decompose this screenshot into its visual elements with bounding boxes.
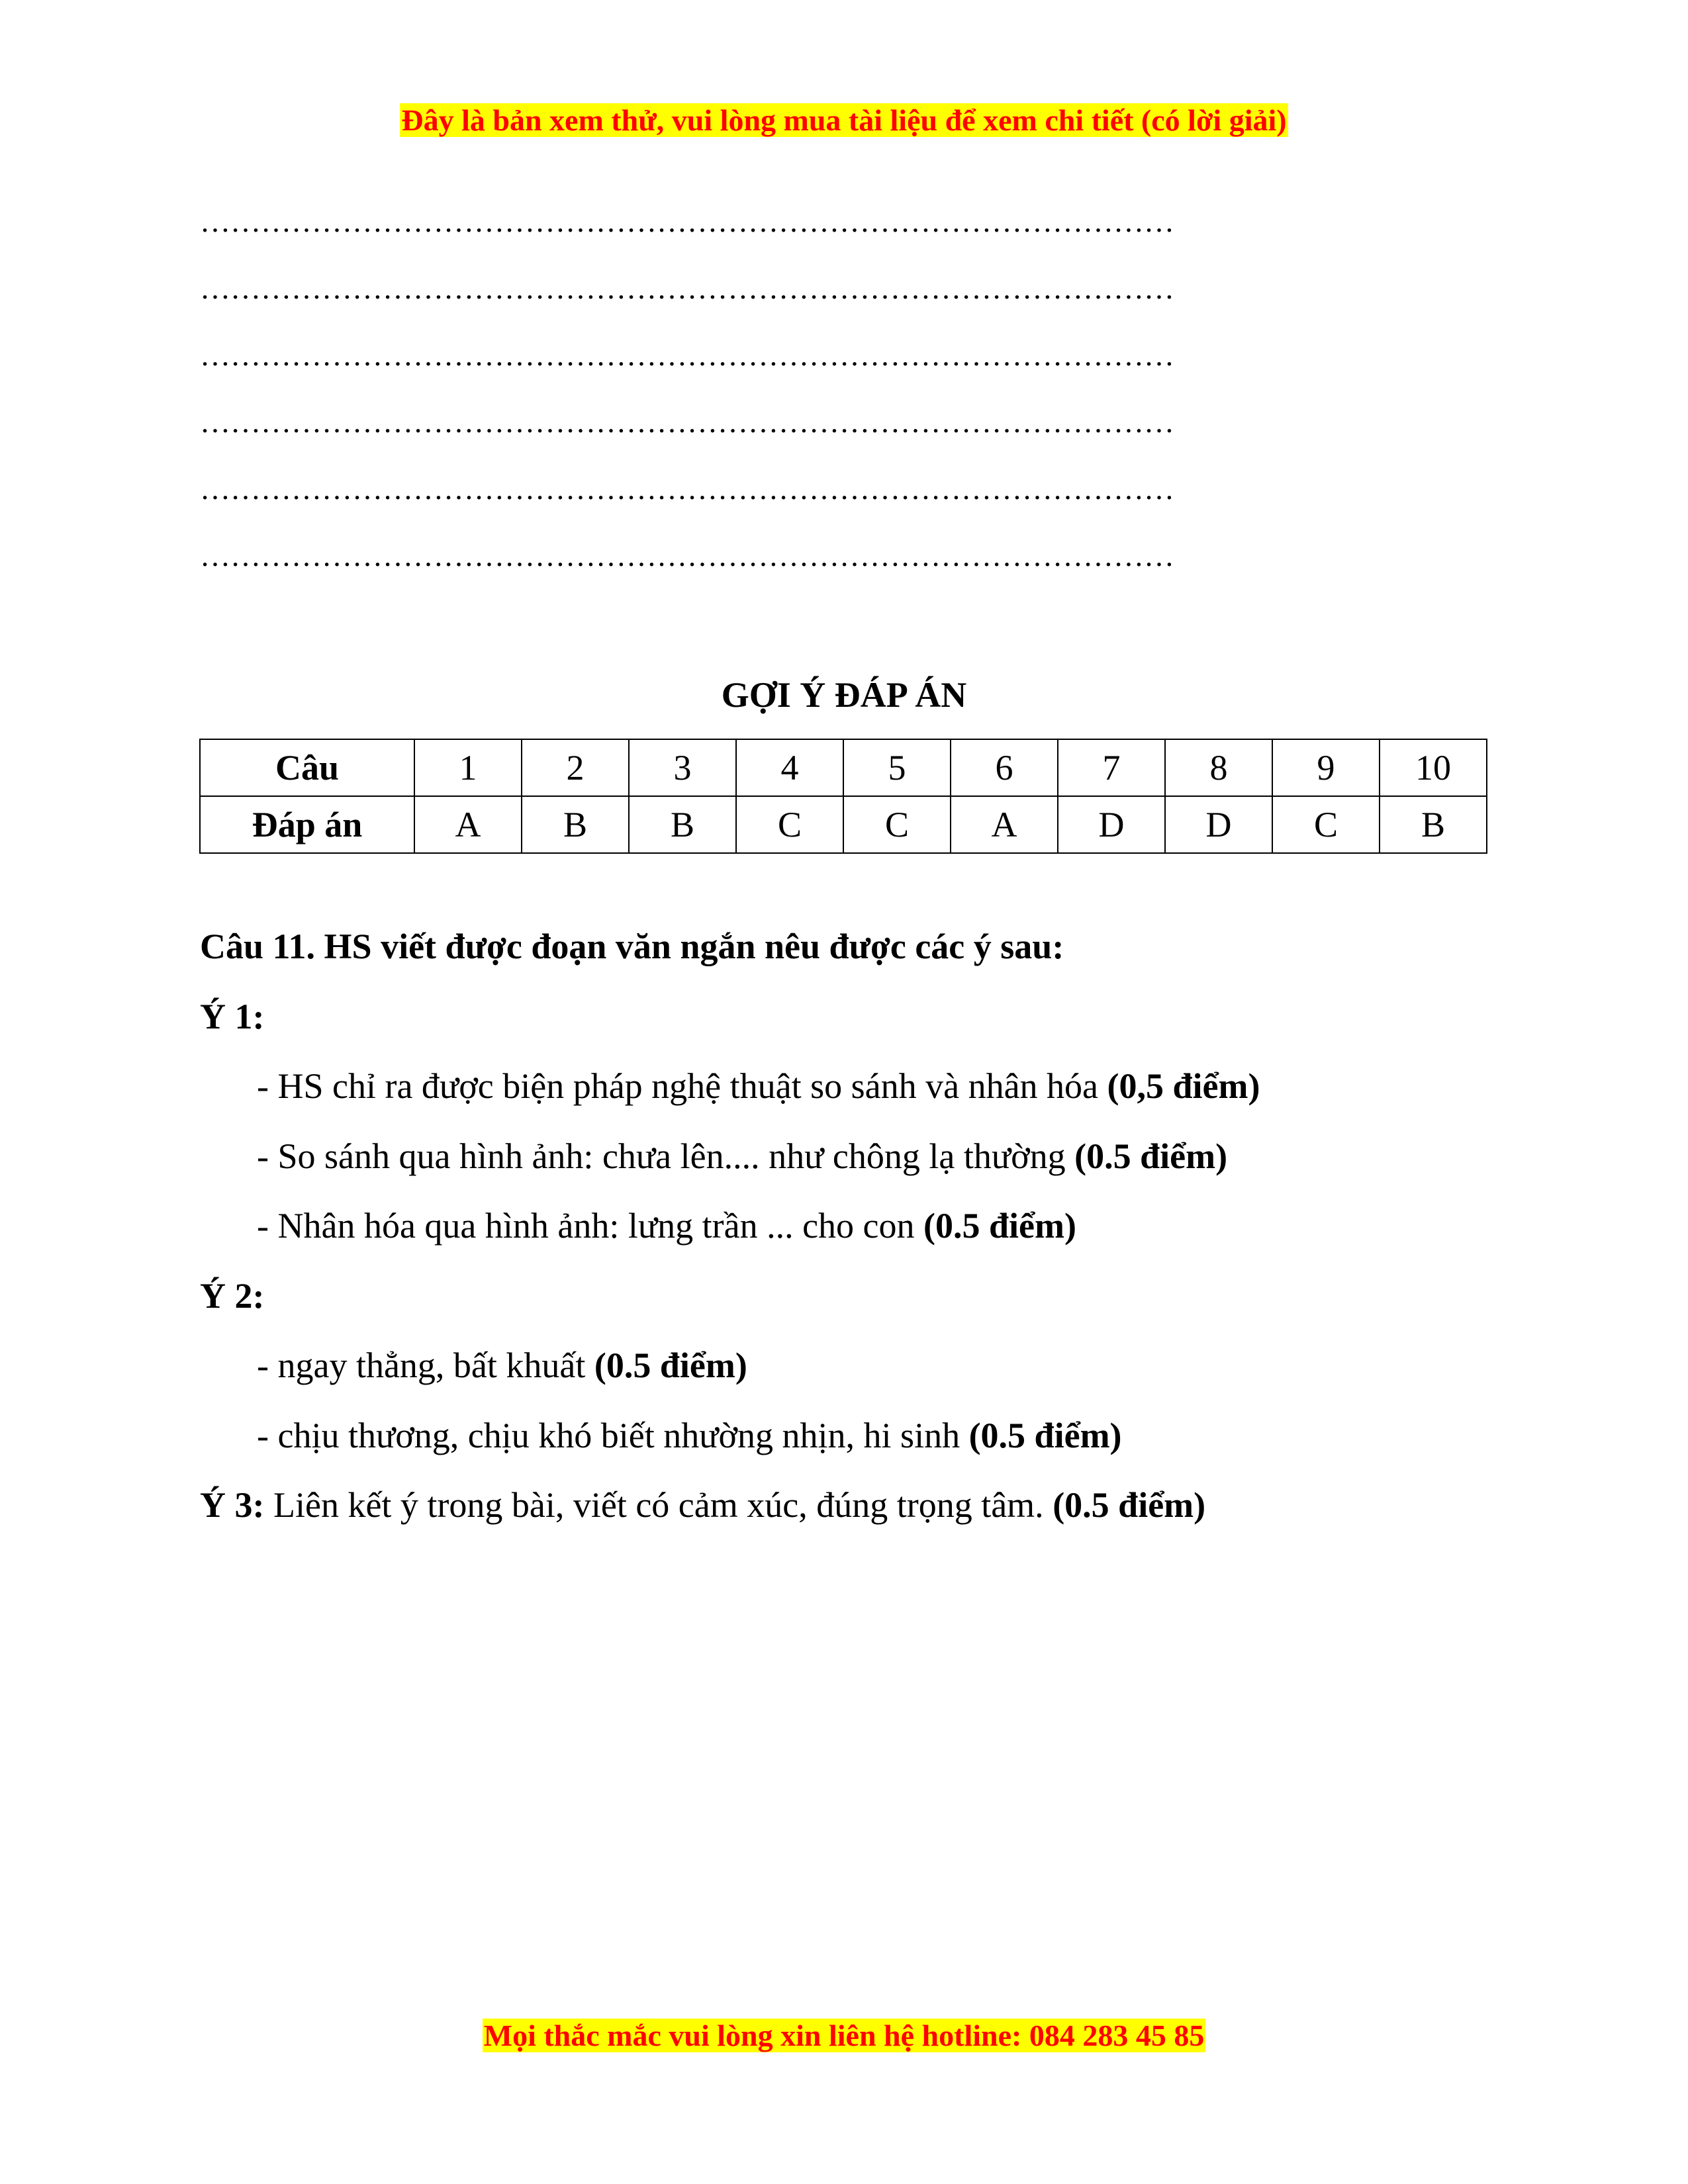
dotted-line: …………………………………………………………………………………… — [200, 539, 1174, 572]
dotted-line: …………………………………………………………………………………… — [200, 271, 1174, 305]
question-number-cell: 10 — [1380, 739, 1487, 796]
question-number-cell: 3 — [629, 739, 736, 796]
point-3-score: (0.5 điểm) — [1053, 1485, 1206, 1525]
answer-cell: C — [843, 796, 951, 853]
section-title: GỢI Ý ĐÁP ÁN — [721, 675, 967, 715]
answer-writing-lines — [200, 202, 1477, 603]
item-text: - HS chỉ ra được biện pháp nghệ thuật so sánh và nhân hóa — [257, 1066, 1107, 1106]
point-3-text: Liên kết ý trong bài, viết có cảm xúc, đúng trọng tâm. — [264, 1485, 1053, 1525]
answer-cell: A — [951, 796, 1058, 853]
preview-notice — [0, 101, 1688, 140]
answer-cell: D — [1058, 796, 1165, 853]
question-number-cell: 4 — [736, 739, 843, 796]
question-number-cell: 9 — [1272, 739, 1380, 796]
item-text: - Nhân hóa qua hình ảnh: lưng trần ... cho con — [257, 1206, 924, 1246]
point-1-item — [200, 1133, 1524, 1203]
hotline-notice — [0, 2016, 1688, 2056]
answer-row — [200, 796, 1487, 853]
answer-cell: A — [414, 796, 522, 853]
point-1-item — [200, 1063, 1524, 1133]
point-2-item — [200, 1342, 1524, 1412]
item-score: (0.5 điểm) — [968, 1415, 1122, 1455]
item-text: - chịu thương, chịu khó biết nhường nhịn, hi sinh — [257, 1415, 969, 1455]
row-label-question: Câu — [200, 739, 414, 796]
answer-cell: C — [1272, 796, 1380, 853]
point-1-label: Ý 1: — [200, 996, 265, 1036]
question-number-cell: 1 — [414, 739, 522, 796]
question-number-cell: 7 — [1058, 739, 1165, 796]
item-score: (0.5 điểm) — [923, 1206, 1076, 1246]
point-2-item — [200, 1412, 1524, 1482]
question-number-cell: 6 — [951, 739, 1058, 796]
answer-cell: D — [1165, 796, 1272, 853]
point-3-label: Ý 3: — [200, 1485, 265, 1525]
point-3 — [200, 1482, 1524, 1552]
question-number-row — [200, 739, 1487, 796]
answer-cell: C — [736, 796, 843, 853]
item-text: - ngay thẳng, bất khuất — [257, 1345, 594, 1385]
preview-notice-text: Đây là bản xem thử, vui lòng mua tài liệu để xem chi tiết (có lời giải) — [401, 103, 1287, 137]
item-score: (0.5 điểm) — [594, 1345, 747, 1385]
dotted-line: …………………………………………………………………………………… — [200, 472, 1174, 506]
question-number-cell: 5 — [843, 739, 951, 796]
answer-cell: B — [1380, 796, 1487, 853]
point-1-item — [200, 1203, 1524, 1273]
item-score: (0.5 điểm) — [1074, 1136, 1228, 1176]
point-2-label: Ý 2: — [200, 1275, 265, 1316]
question-11-heading: Câu 11. HS viết được đoạn văn ngắn nêu được các ý sau: — [200, 927, 1064, 966]
question-number-cell: 8 — [1165, 739, 1272, 796]
row-label-answer: Đáp án — [200, 796, 414, 853]
dotted-line: …………………………………………………………………………………… — [200, 338, 1174, 372]
item-text: - So sánh qua hình ảnh: chưa lên.... như chông lạ thường — [257, 1136, 1075, 1176]
answer-key-table — [199, 739, 1487, 854]
hotline-notice-text: Mọi thắc mắc vui lòng xin liên hệ hotline: 084 283 45 85 — [483, 2019, 1205, 2052]
dotted-line: …………………………………………………………………………………… — [200, 205, 1174, 238]
item-score: (0,5 điểm) — [1107, 1066, 1260, 1106]
answer-cell: B — [629, 796, 736, 853]
question-number-cell: 2 — [522, 739, 629, 796]
answer-cell: B — [522, 796, 629, 853]
dotted-line: …………………………………………………………………………………… — [200, 405, 1174, 439]
question-11-guide — [200, 923, 1524, 1552]
